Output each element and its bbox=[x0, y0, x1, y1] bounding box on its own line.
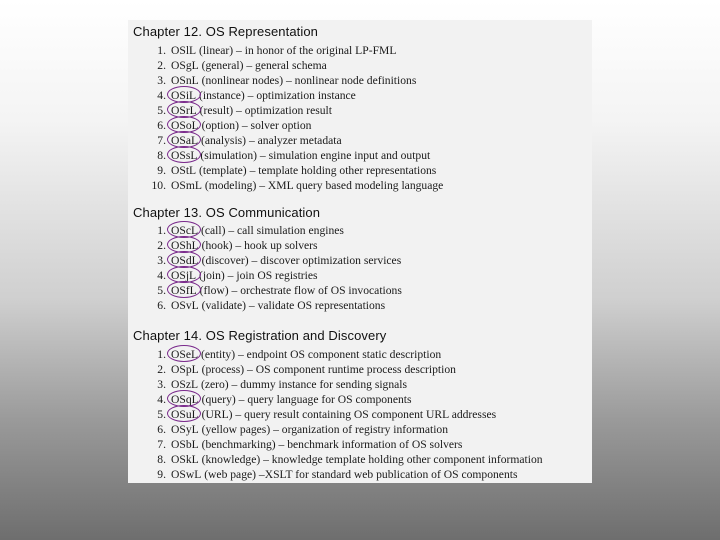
item-name-circled: OSsL bbox=[171, 149, 198, 162]
chapter-14-title: Chapter 14. OS Registration and Discovery bbox=[133, 328, 387, 343]
list-item bbox=[133, 437, 592, 452]
item-number: 2. bbox=[157, 363, 166, 376]
list-item bbox=[133, 238, 592, 253]
chapter-12-list bbox=[133, 43, 592, 193]
item-name: OSnL bbox=[171, 74, 199, 87]
item-name-circled: OSrL bbox=[171, 104, 197, 117]
list-item bbox=[133, 283, 592, 298]
item-name: OSpL bbox=[171, 363, 199, 376]
item-number: 2. bbox=[157, 59, 166, 72]
list-item bbox=[133, 58, 592, 73]
item-desc: (modeling) – XML query based modeling language bbox=[204, 179, 444, 192]
list-item bbox=[133, 223, 592, 238]
item-name: OSkL bbox=[171, 453, 199, 466]
item-desc: (yellow pages) – organization of registry information bbox=[201, 423, 449, 436]
item-desc: (query) – query language for OS components bbox=[201, 393, 412, 406]
item-number: 9. bbox=[157, 164, 166, 177]
item-desc: (knowledge) – knowledge template holding other component information bbox=[201, 453, 543, 466]
item-number: 1. bbox=[157, 224, 166, 237]
item-desc: (nonlinear nodes) – nonlinear node definitions bbox=[201, 74, 417, 87]
list-item bbox=[133, 133, 592, 148]
item-desc: (validate) – validate OS representations bbox=[201, 299, 386, 312]
item-number: 1. bbox=[157, 44, 166, 57]
item-name: OSgL bbox=[171, 59, 199, 72]
item-desc: (instance) – optimization instance bbox=[199, 89, 356, 102]
list-item bbox=[133, 43, 592, 58]
item-name-circled: OSjL bbox=[171, 269, 197, 282]
item-number: 9. bbox=[157, 468, 166, 481]
item-name-circled: OSeL bbox=[171, 348, 199, 361]
item-number: 4. bbox=[157, 89, 166, 102]
item-desc: (option) – solver option bbox=[201, 119, 312, 132]
item-number: 5. bbox=[157, 284, 166, 297]
item-name: OSbL bbox=[171, 438, 199, 451]
item-name-circled: OSaL bbox=[171, 134, 199, 147]
item-desc: (benchmarking) – benchmark information of OS solvers bbox=[201, 438, 463, 451]
list-item bbox=[133, 268, 592, 283]
item-number: 3. bbox=[157, 254, 166, 267]
list-item bbox=[133, 377, 592, 392]
item-desc: (entity) – endpoint OS component static description bbox=[200, 348, 442, 361]
item-desc: (join) – join OS registries bbox=[199, 269, 318, 282]
list-item bbox=[133, 178, 592, 193]
list-item bbox=[133, 88, 592, 103]
item-number: 7. bbox=[157, 134, 166, 147]
item-number: 4. bbox=[157, 269, 166, 282]
item-number: 3. bbox=[157, 378, 166, 391]
item-desc: (linear) – in honor of the original LP-FML bbox=[199, 44, 397, 57]
list-item bbox=[133, 118, 592, 133]
list-item bbox=[133, 422, 592, 437]
item-number: 4. bbox=[157, 393, 166, 406]
chapter-14-list bbox=[133, 347, 592, 482]
item-number: 5. bbox=[157, 408, 166, 421]
item-name: OSlL bbox=[171, 44, 197, 57]
item-number: 6. bbox=[157, 423, 166, 436]
item-number: 8. bbox=[157, 453, 166, 466]
item-number: 8. bbox=[157, 149, 166, 162]
item-number: 5. bbox=[157, 104, 166, 117]
item-name-circled: OScL bbox=[171, 224, 199, 237]
item-name-circled: OShL bbox=[171, 239, 199, 252]
item-desc: (URL) – query result containing OS component URL addresses bbox=[201, 408, 497, 421]
item-desc: (zero) – dummy instance for sending signals bbox=[200, 378, 408, 391]
item-name: OSwL bbox=[171, 468, 202, 481]
item-name: OSyL bbox=[171, 423, 199, 436]
item-desc: (result) – optimization result bbox=[199, 104, 333, 117]
list-item bbox=[133, 73, 592, 88]
item-desc: (flow) – orchestrate flow of OS invocations bbox=[199, 284, 402, 297]
list-item bbox=[133, 253, 592, 268]
item-name-circled: OSoL bbox=[171, 119, 199, 132]
chapter-13-title: Chapter 13. OS Communication bbox=[133, 205, 321, 220]
list-item bbox=[133, 148, 592, 163]
item-desc: (hook) – hook up solvers bbox=[201, 239, 318, 252]
item-desc: (call) – call simulation engines bbox=[200, 224, 344, 237]
item-desc: (process) – OS component runtime process description bbox=[201, 363, 456, 376]
item-name-circled: OSdL bbox=[171, 254, 199, 267]
item-number: 1. bbox=[157, 348, 166, 361]
item-number: 6. bbox=[157, 119, 166, 132]
list-item bbox=[133, 467, 592, 482]
item-desc: (template) – template holding other representations bbox=[199, 164, 437, 177]
list-item bbox=[133, 347, 592, 362]
item-name: OSmL bbox=[171, 179, 202, 192]
item-desc: (web page) –XSLT for standard web publication of OS components bbox=[204, 468, 518, 481]
item-desc: (discover) – discover optimization services bbox=[201, 254, 402, 267]
list-item bbox=[133, 407, 592, 422]
item-name-circled: OSuL bbox=[171, 408, 199, 421]
item-desc: (simulation) – simulation engine input and output bbox=[200, 149, 431, 162]
item-name: OStL bbox=[171, 164, 197, 177]
item-name: OSzL bbox=[171, 378, 199, 391]
list-item bbox=[133, 392, 592, 407]
chapter-13-list bbox=[133, 223, 592, 313]
list-item bbox=[133, 452, 592, 467]
document-panel bbox=[128, 20, 592, 483]
chapter-12-title: Chapter 12. OS Representation bbox=[133, 24, 319, 39]
item-name-circled: OSqL bbox=[171, 393, 199, 406]
item-number: 3. bbox=[157, 74, 166, 87]
item-name-circled: OSiL bbox=[171, 89, 197, 102]
item-name-circled: OSfL bbox=[171, 284, 197, 297]
list-item bbox=[133, 362, 592, 377]
item-number: 6. bbox=[157, 299, 166, 312]
list-item bbox=[133, 163, 592, 178]
list-item bbox=[133, 103, 592, 118]
item-desc: (analysis) – analyzer metadata bbox=[200, 134, 342, 147]
item-desc: (general) – general schema bbox=[201, 59, 327, 72]
item-number: 7. bbox=[157, 438, 166, 451]
list-item bbox=[133, 298, 592, 313]
item-number: 10. bbox=[151, 179, 166, 192]
item-name: OSvL bbox=[171, 299, 199, 312]
item-number: 2. bbox=[157, 239, 166, 252]
